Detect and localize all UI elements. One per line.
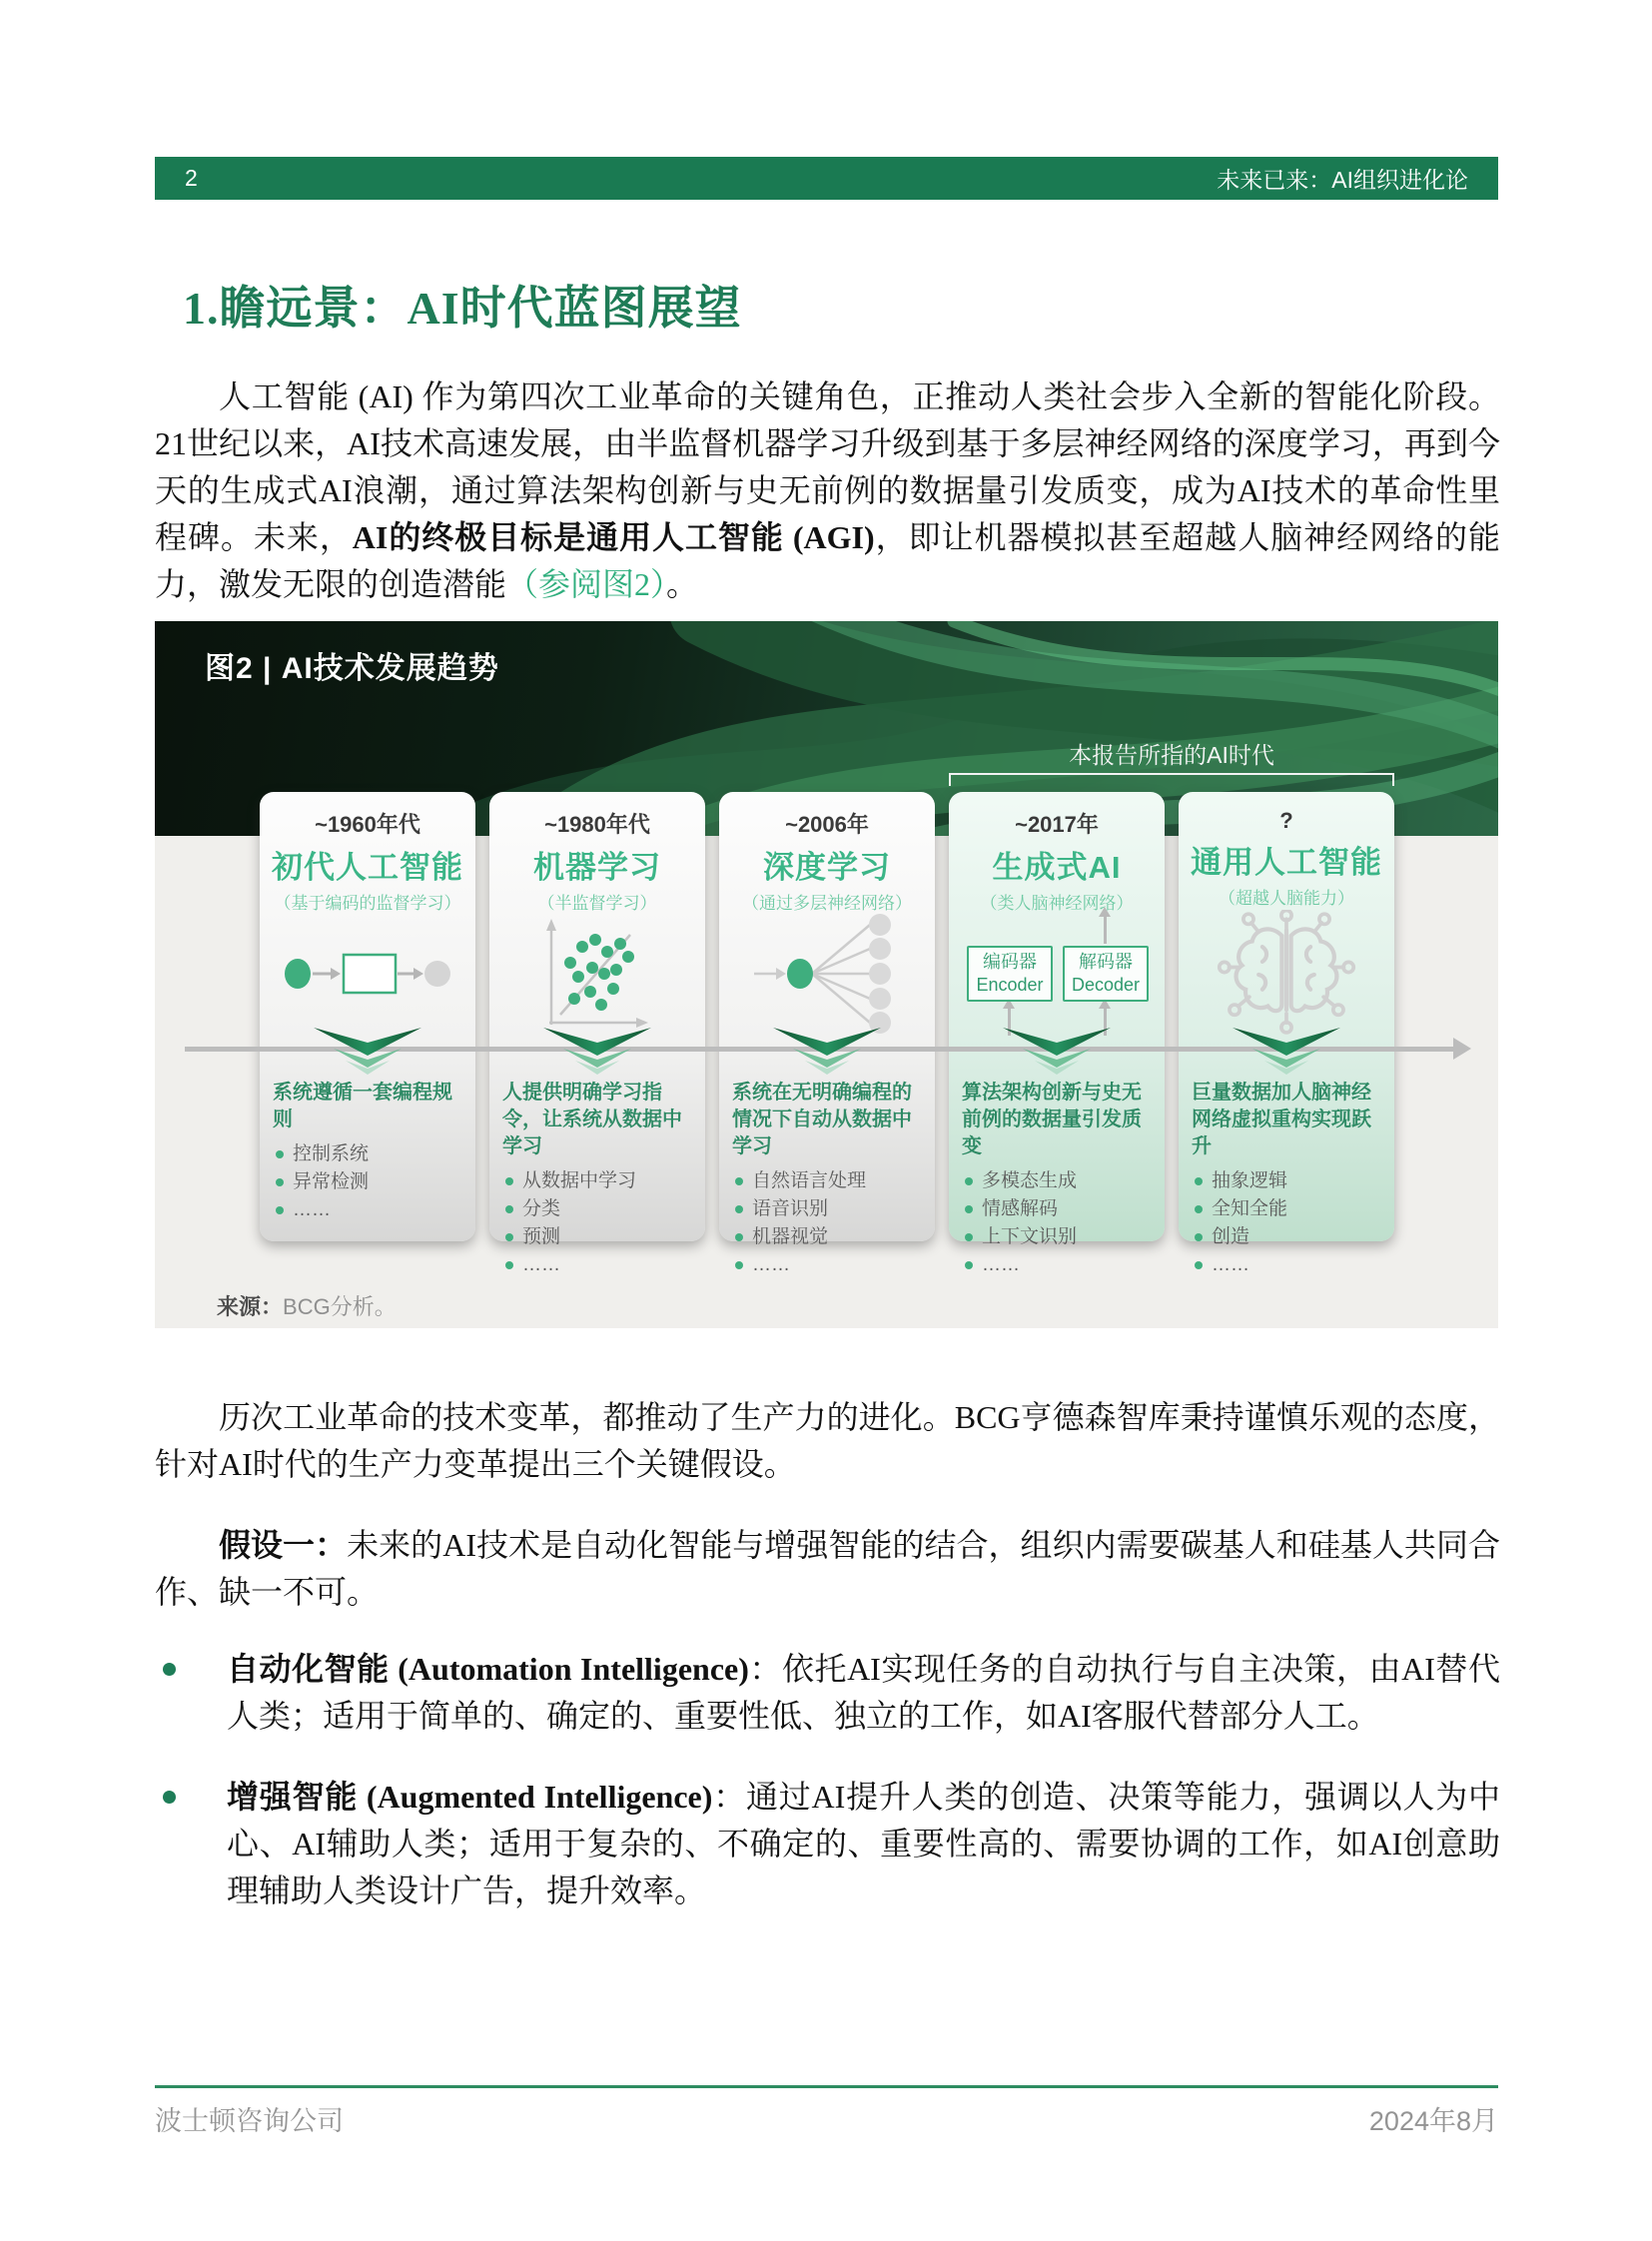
intro-text-2: ，即让机器模拟甚至超越人脑神经网络的能力，激发无限的创造潜能 [155,519,1500,602]
card-year: ~1960年代 [315,812,420,837]
decoder-label-cn: 解码器 [1079,952,1133,972]
card-bullet-list [502,1167,692,1279]
card-bullet-list [732,1167,922,1279]
card-description: 巨量数据加人脑神经网络虚拟重构实现跃升 [1192,1082,1371,1157]
encoder-box [967,946,1053,1002]
card-name: 生成式AI [992,850,1122,885]
card-name: 深度学习 [763,850,891,885]
card-body [732,1080,922,1279]
card-year: ~2017年 [1015,812,1099,837]
footer-company: 波士顿咨询公司 [155,2106,344,2136]
chevron-down-icon [1231,1028,1342,1081]
chevron-down-icon [771,1028,883,1081]
list-item-augmented-intelligence [155,1774,1500,1914]
bullet-text: ：通过AI提升人类的创造、决策等能力，强调以人为中心、AI辅助人类；适用于复杂的、不确定的、重要性高的、需要协调的工作，如AI创意助理辅助人类设计广告，提升效率。 [227,1779,1500,1908]
list-item-automation-intelligence [155,1646,1500,1740]
encoder-label-en: Encoder [976,975,1044,996]
timeline-card-1960s [260,792,475,1241]
card-description: 算法架构创新与史无前例的数据量引发质变 [962,1082,1142,1157]
hypothesis-paragraph [155,1522,1500,1616]
card-description: 系统在无明确编程的情况下自动从数据中学习 [732,1082,912,1157]
source-text: BCG分析。 [283,1294,397,1319]
card-bullet: …… [732,1251,922,1279]
intro-bold-text: AI的终极目标是通用人工智能 (AGI) [352,519,875,555]
up-arrow-icon [1104,916,1107,944]
neural-network-icon [719,904,935,1044]
card-year: ? [1279,808,1293,833]
card-bullet-list [273,1140,462,1224]
intro-text-3: 。 [666,566,699,602]
card-bullet: 语音识别 [732,1195,922,1223]
card-name: 通用人工智能 [1191,845,1382,880]
page-header-bar [155,157,1498,200]
card-year: ~2006年 [785,812,869,837]
flow-diagram-icon [260,904,475,1044]
timeline-card-2017 [949,792,1165,1275]
bullet-label: 自动化智能 (Automation Intelligence) [227,1651,749,1687]
era-bracket [949,773,1394,786]
decoder-box [1063,946,1149,1002]
card-bullet: 创造 [1192,1223,1381,1251]
card-body [273,1080,462,1224]
card-bullet: 多模态生成 [962,1167,1152,1195]
chevron-down-icon [1001,1028,1113,1081]
hypothesis-text: 未来的AI技术是自动化智能与增强智能的结合，组织内需要碳基人和硅基人共同合作、缺一不可。 [155,1527,1500,1610]
card-bullet: 异常检测 [273,1168,462,1196]
bullet-label: 增强智能 (Augmented Intelligence) [227,1779,713,1815]
chevron-down-icon [312,1028,423,1081]
figure-source [217,1290,397,1321]
encoder-label-cn: 编码器 [983,952,1037,972]
card-year: ~1980年代 [544,812,650,837]
card-name: 初代人工智能 [272,850,463,885]
card-subtitle: （类人脑神经网络） [980,894,1134,913]
figure-2 [155,621,1498,1328]
timeline-cards-row [260,792,1394,1275]
card-body [1192,1080,1381,1279]
card-subtitle: （基于编码的监督学习） [274,894,461,913]
page-footer [155,2099,1498,2138]
card-body [502,1080,692,1279]
card-bullet: 抽象逻辑 [1192,1167,1381,1195]
card-subtitle: （超越人脑能力） [1219,889,1354,908]
card-bullet: 分类 [502,1195,692,1223]
hypothesis-label: 假设一： [219,1527,348,1563]
decoder-label-en: Decoder [1071,975,1141,996]
footer-rule [155,2085,1498,2088]
card-bullet: 从数据中学习 [502,1167,692,1195]
card-bullet: 预测 [502,1223,692,1251]
card-bullet-list [962,1167,1152,1279]
card-bullet: …… [1192,1251,1381,1279]
intro-text: 人工智能 (AI) 作为第四次工业革命的关键角色，正推动人类社会步入全新的智能化阶段。21世纪以来，AI技术高速发展，由半监督机器学习升级到基于多层神经网络的深度学习，再到今天的生成式AI浪潮，通过算法架构创新与史无前例的数据量引发质变，成为AI技术的革命性里程碑。未来， [155,378,1500,555]
timeline-card-2006 [719,792,935,1275]
document-title: 未来已来：AI组织进化论 [1217,167,1468,193]
section-heading: 1.瞻远景：AI时代蓝图展望 [183,283,742,334]
footer-date: 2024年8月 [1368,2106,1498,2136]
card-bullet: 全知全能 [1192,1195,1381,1223]
bullet-dot-icon [163,1663,176,1676]
encoder-decoder-icon [949,904,1165,1044]
scatter-plot-icon [489,904,705,1044]
card-bullet: …… [273,1196,462,1224]
card-subtitle: （半监督学习） [537,894,657,913]
card-name: 机器学习 [533,850,661,885]
timeline-card-1980s [489,792,705,1275]
chevron-down-icon [541,1028,653,1081]
card-bullet: …… [962,1251,1152,1279]
card-subtitle: （通过多层神经网络） [742,894,912,913]
figure-title: 图2 | AI技术发展趋势 [205,652,499,685]
card-bullet-list [1192,1167,1381,1279]
bullet-dot-icon [163,1791,176,1804]
timeline-card-agi [1179,792,1394,1275]
body-paragraph-2: 历次工业革命的技术变革，都推动了生产力的进化。BCG亨德森智库秉持谨慎乐观的态度，针对AI时代的生产力变革提出三个关键假设。 [155,1399,1500,1482]
bullet-text: ：依托AI实现任务的自动执行与自主决策，由AI替代人类；适用于简单的、确定的、重要性低、独立的工作，如AI客服代替部分人工。 [227,1651,1500,1734]
card-bullet: 自然语言处理 [732,1167,922,1195]
card-bullet: …… [502,1251,692,1279]
brain-circuit-icon [1179,904,1394,1044]
figure-reference-link[interactable]: （参阅图2） [506,566,667,602]
card-bullet: 控制系统 [273,1140,462,1168]
page-number: 2 [185,165,198,191]
source-label: 来源： [217,1294,284,1319]
card-bullet: 机器视觉 [732,1223,922,1251]
intro-paragraph [155,374,1500,608]
card-body [962,1080,1152,1279]
card-description: 系统遵循一套编程规则 [273,1082,452,1130]
era-label: 本报告所指的AI时代 [1069,742,1274,768]
card-bullet: 上下文识别 [962,1223,1152,1251]
intelligence-type-list [155,1646,1500,1948]
card-bullet: 情感解码 [962,1195,1152,1223]
card-description: 人提供明确学习指令，让系统从数据中学习 [502,1082,682,1157]
